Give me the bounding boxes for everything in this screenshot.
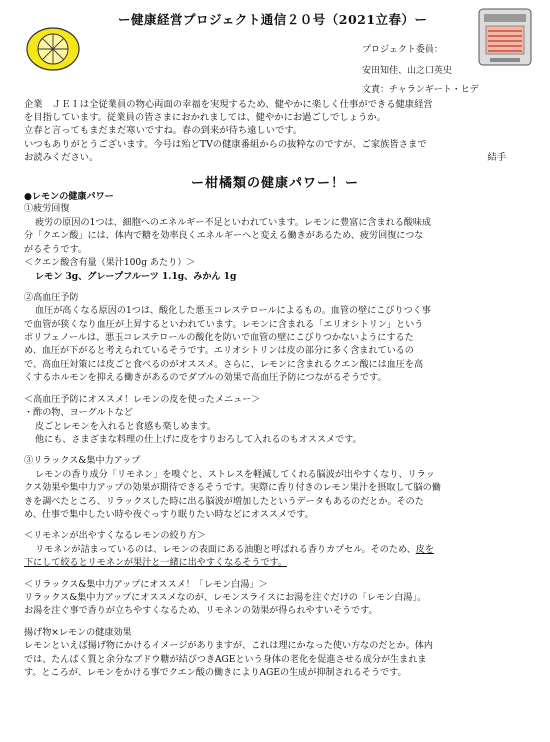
body-line: お湯を注ぐ事で香りが立ちやすくなるため、リモネンの効果が得られやすいそうです。	[24, 606, 378, 617]
menu-line: 皮ごとレモンを入れると食感も楽しめます。	[35, 421, 217, 432]
body-line: 血圧が高くなる原因の1つは、酸化した悪玉コレステロールによるもの。血管の壁にこびりつく事	[35, 306, 431, 317]
body-line: レモンの香り成分「リモネン」を嗅ぐと、ストレスを軽減してくれる脳波が出やすくなり、リラッ	[35, 469, 435, 480]
main-heading: ー柑橘類の健康パワー！ー	[190, 176, 359, 191]
body-line: 疲労の原因の1つは、細胞へのエネルギー不足といわれています。レモンに豊富に含まれる酸味成	[35, 217, 432, 228]
intro-line-last	[24, 151, 524, 164]
section-squeeze	[24, 530, 528, 570]
body-line	[24, 544, 528, 557]
intro-line: いつもありがとうございます。今号は殆どTVの健康番組からの抜粋なのですが、ご家族皆さまで	[24, 138, 427, 150]
body-line: す。ところが、レモンをかける事でクエン酸の働きによりAGEの生成が抑制されるそうです。	[24, 668, 407, 678]
body-line: 分「クエン酸」には、体内で糖を効率良くエネルギーへと変える働きがあるため、疲労回復につな	[24, 231, 424, 242]
lemon-power-heading: ●レモンの健康パワー	[24, 191, 114, 202]
section-fatigue	[24, 203, 528, 283]
intro-line: 立春と言ってもまだまだ寒いですね。春の到来が待ち遠しいです。	[24, 125, 303, 137]
body-text: リモネンが詰まっているのは、レモンの表面にある油胞と呼ばれる香りカプセル。そのため、	[35, 544, 416, 555]
section-heading: ＜リラックス&集中力アップにオススメ！「レモン白湯」＞	[24, 579, 268, 590]
section-heading: ②高血圧予防	[24, 292, 79, 303]
body-line: リラックス&集中力アップにオススメなのが、レモンスライスにお湯を注ぐだけの「レモン白湯」。	[24, 592, 427, 603]
body-line: では、たんぱく質と余分なブドウ糖が結びつきAGEという身体の老化を促進させる成分が生まれま	[24, 654, 427, 665]
body-line: がるそうです。	[24, 244, 87, 255]
signature: 結手	[487, 151, 506, 163]
menu-heading: ＜高血圧予防にオススメ！レモンの皮を使ったメニュー＞	[24, 394, 261, 405]
citric-acid-heading: ＜クエン酸含有量（果汁100g あたり）＞	[24, 258, 196, 269]
section-lemon-water	[24, 579, 528, 619]
body-line: で、高血圧対策には皮ごと食べるのがオススメ。さらに、レモンに含まれるクエン酸には血圧を高	[24, 359, 424, 370]
underlined-text: 皮を	[415, 544, 434, 555]
author-credit: 文責：チャランギート・ヒデ	[362, 85, 479, 95]
section-fried-food	[24, 627, 528, 681]
newsletter-title: ー健康経営プロジェクト通信２０号（2021立春）ー	[118, 12, 428, 27]
body-line: め、仕事で集中したい時や夜ぐっすり眠りたい時などにオススメです。	[24, 509, 314, 520]
body-line: レモンといえば揚げ物にかけるイメージがありますが、これは理にかなった使い方なのだとか。体内	[24, 641, 433, 652]
section-blood-pressure	[24, 292, 528, 447]
committee-label: プロジェクト委員：	[362, 45, 443, 55]
body-line: で血管が狭くなり血圧が上昇するといわれています。レモンに含まれる「エリオシトリン」という	[24, 319, 424, 330]
section-relax	[24, 455, 528, 522]
lemon-icon	[24, 24, 82, 74]
intro-line: 企業 ＪＥＩは全従業員の物心両面の幸福を実現するため、健やかに楽しく仕事ができる健康経営	[24, 99, 433, 110]
body-line: め、血圧が下がると考えられているそうです。エリオシトリンは皮の部分に多く含まれているの	[24, 346, 414, 357]
section-heading: ＜リモネンが出やすくなるレモンの絞り方＞	[24, 531, 206, 542]
body-line: クス効果や集中力アップの効果が期待できるそうです。実際に香り付きのレモン果汁を摂取して脳の働	[24, 483, 441, 494]
body-line: くするホルモンを抑える働きがあるのでダブルの効果で高血圧予防につながるそうです。	[24, 373, 387, 384]
section-heading: ①疲労回復	[24, 204, 70, 215]
intro-line: お読みください。	[24, 151, 99, 163]
citric-acid-values: レモン 3g、グレープフルーツ 1.1g、みかん 1g	[35, 271, 237, 283]
underlined-line: 下にして絞るとリモネンが果汁と一緒に出やすくなるそうです。	[24, 558, 287, 569]
body-line: ポリフェノールは、悪玉コレステロールの酸化を防いで血管の壁にこびりつかないようにするた	[24, 333, 414, 344]
stove-icon	[476, 6, 534, 68]
article-body	[24, 190, 528, 680]
menu-line: ・酢の物、ヨーグルトなど	[24, 408, 133, 419]
section-heading: 揚げ物×レモンの健康効果	[24, 627, 132, 638]
committee-members: 安田知佳、山之口英史	[362, 66, 453, 76]
intro-paragraph	[24, 98, 524, 164]
intro-line: を目指しています。従業員の皆さまにおかれましては、健やかにお過ごしでしょうか。	[24, 112, 386, 124]
section-heading: ③リラックス&集中力アップ	[24, 456, 141, 467]
body-line: きを調べたところ、リラックスした時に出る脳波が増加したというデータもあるのだとか。そのた	[24, 496, 424, 507]
menu-line: 他にも、さまざまな料理の仕上げに皮をすりおろして入れるのもオススメです。	[35, 434, 362, 445]
